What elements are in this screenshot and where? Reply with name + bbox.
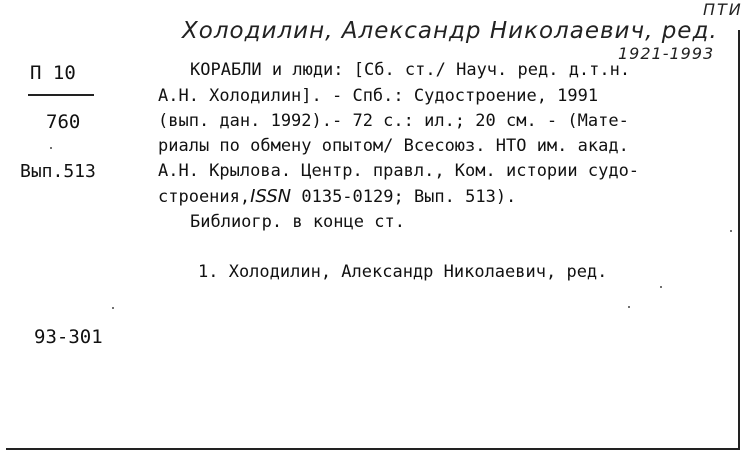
accession-number: 93-301 xyxy=(34,326,103,348)
body-line-2: А.Н. Холодилин]. - Спб.: Судостроение, 1991 xyxy=(158,86,599,106)
body-line-1: КОРАБЛИ и люди: [Сб. ст./ Науч. ред. д.т.н. xyxy=(190,60,631,80)
bibliography-note: Библиогр. в конце ст. xyxy=(190,212,405,232)
handwritten-years: 1921-1993 xyxy=(618,44,715,63)
class-code-underline xyxy=(28,94,94,96)
card-right-edge xyxy=(738,30,740,450)
body-line-5: А.Н. Крылова. Центр. правл., Ком. истории судо- xyxy=(158,161,640,181)
speck xyxy=(730,230,732,232)
speck xyxy=(112,307,114,309)
issue-number: Вып.513 xyxy=(20,161,96,182)
card-number: 760 xyxy=(46,111,81,133)
handwritten-issn: ISSN xyxy=(250,186,292,207)
card-bottom-edge xyxy=(6,448,740,450)
body-line-6-prefix: строения, xyxy=(158,187,251,207)
class-code: П 10 xyxy=(30,62,76,84)
speck xyxy=(50,147,52,149)
body-line-4: риалы по обмену опытом/ Всесоюз. НТО им. акад. xyxy=(158,136,629,156)
speck xyxy=(660,286,662,288)
handwritten-corner-note: ПТИ xyxy=(703,0,743,19)
body-line-3: (вып. дан. 1992).- 72 с.: ил.; 20 см. - (Мате- xyxy=(158,111,629,131)
body-line-6 xyxy=(158,186,516,207)
body-line-6-suffix: 0135-0129; Вып. 513). xyxy=(301,187,517,207)
added-entry: 1. Холодилин, Александр Николаевич, ред. xyxy=(198,262,608,282)
handwritten-author-heading: Холодилин, Александр Николаевич, ред. xyxy=(182,18,718,44)
speck xyxy=(628,306,630,308)
